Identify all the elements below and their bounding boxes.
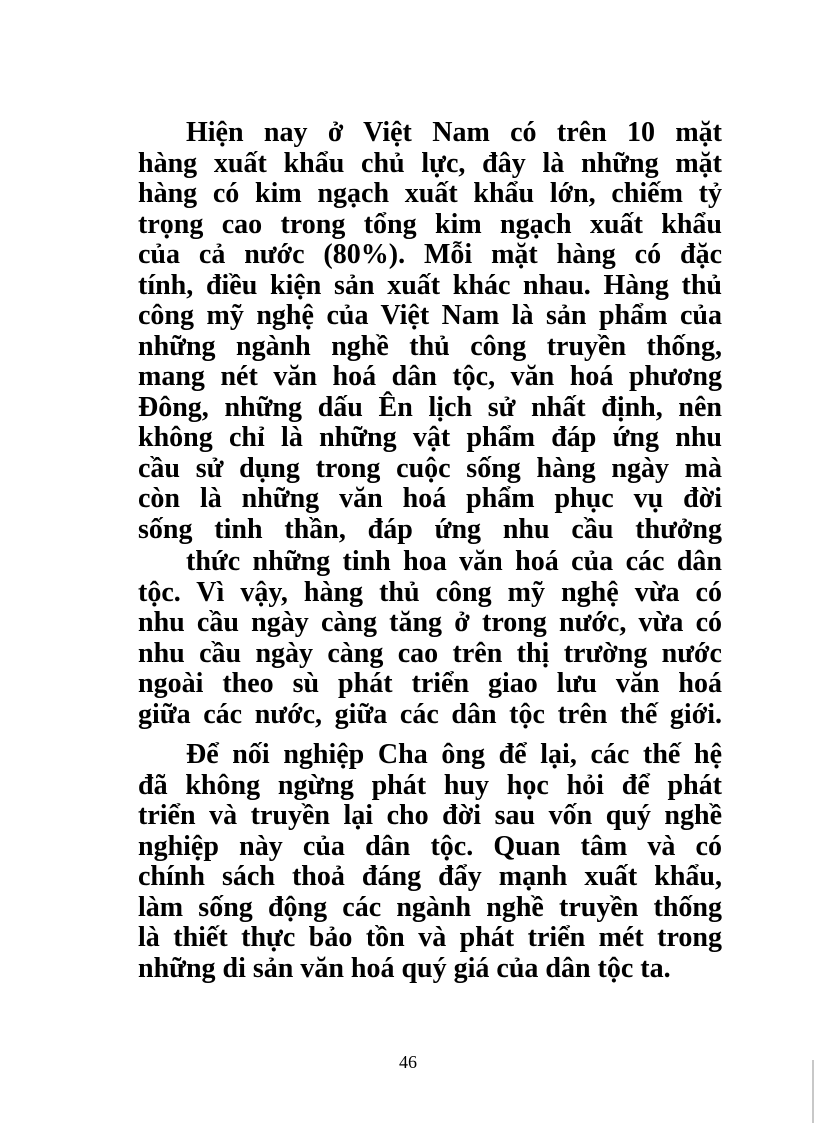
text-line: triển và truyền lại cho đời sau vốn quý nghề xyxy=(138,800,722,831)
text-line: đã không ngừng phát huy học hỏi để phát xyxy=(138,769,722,801)
text-line: không chỉ là những vật phẩm đáp ứng nhu xyxy=(138,422,722,453)
text-line: thức những tinh hoa văn hoá của các dân xyxy=(186,546,722,577)
text-line: tộc. Vì vậy, hàng thủ công mỹ nghệ vừa có xyxy=(138,576,722,608)
text-line: Hiện nay ở Việt Nam có trên 10 mặt xyxy=(186,117,722,148)
text-line: nhu cầu ngày càng tăng ở trong nước, vừa có xyxy=(138,607,722,638)
text-line: của cả nước (80%). Mỗi mặt hàng có đặc xyxy=(138,239,722,270)
text-line: hàng xuất khẩu chủ lực, đây là những mặt xyxy=(138,147,722,179)
text-line: mang nét văn hoá dân tộc, văn hoá phương xyxy=(138,361,722,392)
text-line: ngoài theo sù phát triển giao lưu văn hoá xyxy=(138,668,722,699)
paragraph-1 xyxy=(138,118,722,545)
text-line: nghiệp này của dân tộc. Quan tâm và có xyxy=(138,830,722,862)
scan-edge-mark xyxy=(812,1060,814,1123)
text-line: những di sản văn hoá quý giá của dân tộc ta. xyxy=(138,952,671,984)
text-line: những ngành nghề thủ công truyền thống, xyxy=(138,330,722,362)
page-number: 46 xyxy=(399,1052,417,1072)
text-line: nhu cầu ngày càng cao trên thị trường nước xyxy=(138,637,722,669)
text-line: hàng có kim ngạch xuất khẩu lớn, chiếm tỷ xyxy=(138,178,722,209)
text-line: làm sống động các ngành nghề truyền thống xyxy=(138,891,722,923)
text-line: là thiết thực bảo tồn và phát triển mét trong xyxy=(138,922,722,953)
text-line: Để nối nghiệp Cha ông để lại, các thế hệ xyxy=(186,739,722,770)
text-line: giữa các nước, giữa các dân tộc trên thế giới. xyxy=(138,698,722,730)
text-line: cầu sử dụng trong cuộc sống hàng ngày mà xyxy=(138,452,722,484)
paragraph-3 xyxy=(138,740,722,984)
text-line: chính sách thoả đáng đẩy mạnh xuất khẩu, xyxy=(138,861,722,892)
text-line: công mỹ nghệ của Việt Nam là sản phẩm của xyxy=(138,300,722,331)
text-line: trọng cao trong tổng kim ngạch xuất khẩu xyxy=(138,208,722,240)
paragraph-2 xyxy=(138,547,722,730)
text-line: sống tinh thần, đáp ứng nhu cầu thưởng xyxy=(138,513,722,545)
text-line: còn là những văn hoá phẩm phục vụ đời xyxy=(138,483,722,514)
text-line: Đông, những dấu Ên lịch sử nhất định, nên xyxy=(138,391,722,423)
text-line: tính, điều kiện sản xuất khác nhau. Hàng thủ xyxy=(138,269,722,301)
